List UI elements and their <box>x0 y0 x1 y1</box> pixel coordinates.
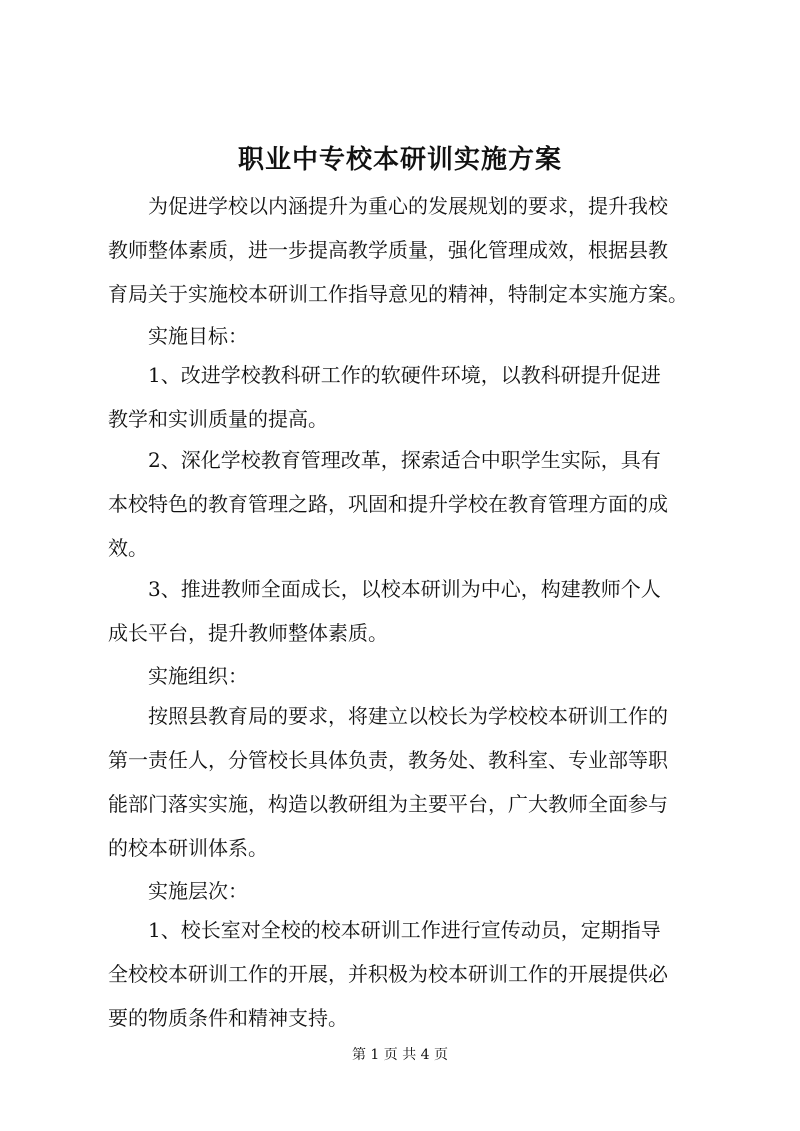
intro-line-2: 教师整体素质，进一步提高教学质量，强化管理成效，根据县教 <box>108 238 668 262</box>
level-1-line-2: 全校校本研训工作的开展，并积极为校本研训工作的开展提供必 <box>108 962 668 986</box>
organization-line-1: 按照县教育局的要求，将建立以校长为学校校本研训工作的 <box>148 704 668 728</box>
goal-1-line-2: 教学和实训质量的提高。 <box>108 407 328 431</box>
level-1-line-3: 要的物质条件和精神支持。 <box>108 1006 348 1030</box>
intro-line-3: 育局关于实施校本研训工作指导意见的精神，特制定本实施方案。 <box>108 282 688 306</box>
section-heading-levels: 实施层次： <box>148 879 248 903</box>
goal-2-line-1: 2、深化学校教育管理改革，探索适合中职学生实际，具有 <box>148 448 661 472</box>
document-title: 职业中专校本研训实施方案 <box>237 145 562 175</box>
level-1-line-1: 1、校长室对全校的校本研训工作进行宣传动员，定期指导 <box>148 918 661 942</box>
goal-2-line-2: 本校特色的教育管理之路，巩固和提升学校在教育管理方面的成 <box>108 492 668 516</box>
intro-line-1: 为促进学校以内涵提升为重心的发展规划的要求，提升我校 <box>148 194 668 218</box>
goal-3-line-2: 成长平台，提升教师整体素质。 <box>108 621 388 645</box>
page-footer: 第 1 页 共 4 页 <box>351 1047 449 1063</box>
organization-line-4: 的校本研训体系。 <box>108 836 268 860</box>
goal-1-line-1: 1、改进学校教科研工作的软硬件环境，以教科研提升促进 <box>148 363 661 387</box>
organization-line-3: 能部门落实实施，构造以教研组为主要平台，广大教师全面参与 <box>108 792 668 816</box>
organization-line-2: 第一责任人，分管校长具体负责，教务处、教科室、专业部等职 <box>108 748 668 772</box>
section-heading-goals: 实施目标： <box>148 324 248 348</box>
section-heading-organization: 实施组织： <box>148 664 248 688</box>
goal-2-line-3: 效。 <box>108 536 148 560</box>
goal-3-line-1: 3、推进教师全面成长，以校本研训为中心，构建教师个人 <box>148 577 661 601</box>
